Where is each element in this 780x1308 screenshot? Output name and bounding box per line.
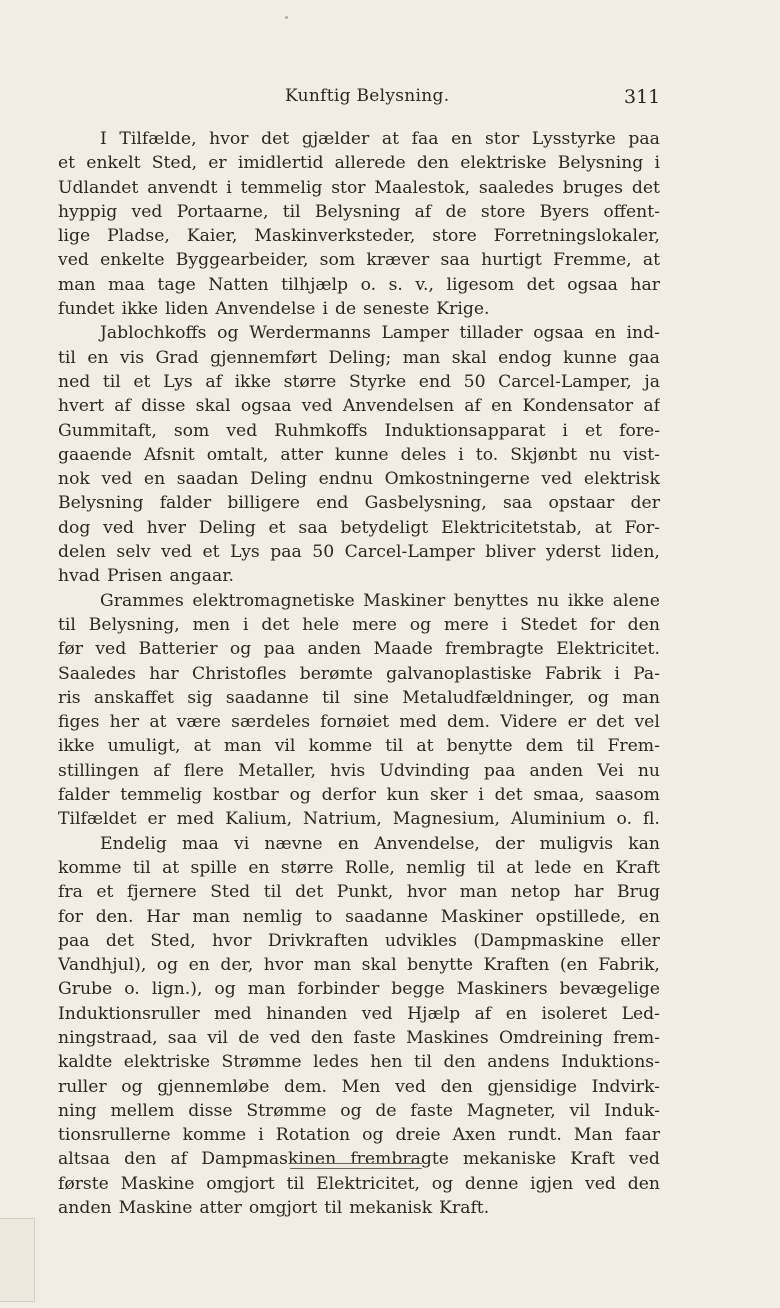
text-line: altsaa den af Dampmaskinen frembragte mekaniske Kraft ved <box>58 1149 660 1170</box>
text-line: Vandhjul), og en der, hvor man skal benytte Kraften (en Fabrik, <box>58 955 660 976</box>
text-line: fundet ikke liden Anvendelse i de seneste Krige. <box>58 299 490 320</box>
text-line: dog ved hver Deling et saa betydeligt Elektricitetstab, at For- <box>58 517 660 538</box>
text-line: ningstraad, saa vil de ved den faste Maskines Omdreining frem- <box>58 1027 660 1048</box>
text-line: komme til at spille en større Rolle, nemlig til at lede en Kraft <box>58 857 660 878</box>
text-line: Gummitaft, som ved Ruhmkoffs Induktionsapparat i et fore- <box>58 420 660 441</box>
text-line: man maa tage Natten tilhjælp o. s. v., ligesom det ogsaa har <box>58 274 660 295</box>
text-line: Grube o. lign.), og man forbinder begge Maskiners bevægelige <box>58 979 660 1000</box>
text-line: figes her at være særdeles fornøiet med dem. Videre er det vel <box>58 712 660 733</box>
text-line: fra et fjernere Sted til det Punkt, hvor man netop har Brug <box>58 882 660 903</box>
text-line: Tilfældet er med Kalium, Natrium, Magnesium, Aluminium o. fl. <box>58 809 660 830</box>
text-line: Belysning falder billigere end Gasbelysning, saa opstaar der <box>58 493 660 514</box>
text-line: hyppig ved Portaarne, til Belysning af de store Byers offent- <box>58 201 660 222</box>
text-line: kaldte elektriske Strømme ledes hen til den andens Induktions- <box>58 1052 660 1073</box>
text-line: lige Pladse, Kaier, Maskinverksteder, store Forretningslokaler, <box>58 226 660 247</box>
text-line: Saaledes har Christofles berømte galvanoplastiske Fabrik i Pa- <box>58 663 660 684</box>
text-line: ved enkelte Byggearbeider, som kræver saa hurtigt Fremme, at <box>58 250 660 271</box>
text-line: anden Maskine atter omgjort til mekanisk Kraft. <box>58 1198 490 1219</box>
text-line: paa det Sted, hvor Drivkraften udvikles (Dampmaskine eller <box>58 930 660 951</box>
text-line: Jablochkoffs og Werdermanns Lamper tillader ogsaa en ind- <box>100 323 660 344</box>
text-line: et enkelt Sted, er imidlertid allerede den elektriske Belysning i <box>58 153 660 174</box>
text-line: I Tilfælde, hvor det gjælder at faa en stor Lysstyrke paa <box>100 129 660 149</box>
text-line: til en vis Grad gjennemført Deling; man skal endog kunne gaa <box>58 347 660 368</box>
text-line: ruller og gjennemløbe dem. Men ved den gjensidige Indvirk- <box>58 1076 660 1097</box>
running-header: Kunftig Belysning. <box>285 86 450 106</box>
text-line: falder temmelig kostbar og derfor kun sker i det smaa, saasom <box>58 785 660 806</box>
text-line: Udlandet anvendt i temmelig stor Maalestok, saaledes bruges det <box>58 177 660 198</box>
text-line: tionsrullerne komme i Rotation og dreie Axen rundt. Man faar <box>58 1125 660 1146</box>
text-line: første Maskine omgjort til Elektricitet, og denne igjen ved den <box>58 1173 660 1194</box>
text-line: hvert af disse skal ogsaa ved Anvendelsen af en Kondensator af <box>58 396 660 417</box>
text-line: til Belysning, men i det hele mere og mere i Stedet for den <box>58 614 660 635</box>
text-line: ikke umuligt, at man vil komme til at benytte dem til Frem- <box>58 736 660 757</box>
text-line: gaaende Afsnit omtalt, atter kunne deles i to. Skjønbt nu vist- <box>58 444 660 465</box>
text-line: ned til et Lys af ikke større Styrke end 50 Carcel-Lamper, ja <box>58 371 660 392</box>
text-line: nok ved en saadan Deling endnu Omkostningerne ved elektrisk <box>58 469 660 490</box>
end-rule-top <box>290 1163 422 1164</box>
text-line: ning mellem disse Strømme og de faste Magneter, vil Induk- <box>58 1100 660 1121</box>
page-edge-mark <box>0 1218 35 1302</box>
text-line: ris anskaffet sig saadanne til sine Metaludfældninger, og man <box>58 687 660 708</box>
text-line: for den. Har man nemlig to saadanne Maskiner opstillede, en <box>58 906 660 927</box>
text-line: hvad Prisen angaar. <box>58 566 234 587</box>
text-line: stillingen af flere Metaller, hvis Udvinding paa anden Vei nu <box>58 760 660 781</box>
page-number: 311 <box>624 86 661 108</box>
end-rule-bottom <box>290 1168 422 1169</box>
text-line: delen selv ved et Lys paa 50 Carcel-Lamper bliver yderst liden, <box>58 542 660 563</box>
text-line: Grammes elektromagnetiske Maskiner benyttes nu ikke alene <box>100 590 660 611</box>
text-line: Induktionsruller med hinanden ved Hjælp af en isoleret Led- <box>58 1003 660 1024</box>
paper-speck <box>285 16 288 19</box>
text-line: Endelig maa vi nævne en Anvendelse, der muligvis kan <box>100 833 660 854</box>
text-line: før ved Batterier og paa anden Maade frembragte Elektricitet. <box>58 639 660 660</box>
body-text <box>58 127 660 1220</box>
